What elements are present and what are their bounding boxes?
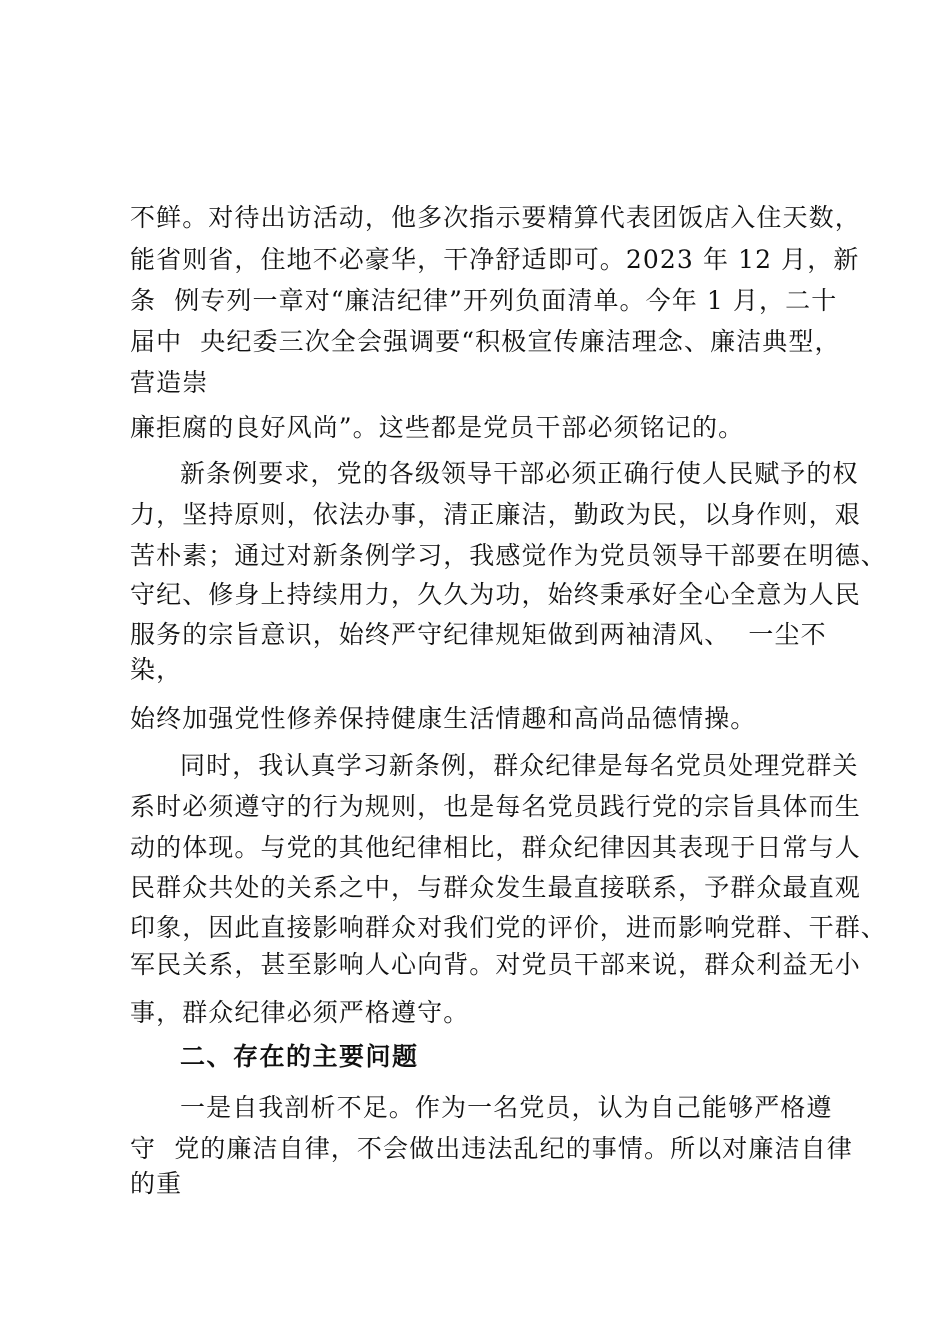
paragraph-first-line: 新条例要求，党的各级领导干部必须正确行使人民赋予的权 — [180, 459, 859, 488]
text-line: 始终加强党性修养保持健康生活情趣和高尚品德情操。 — [130, 704, 757, 733]
text-line: 守纪、修身上持续用力，久久为功，始终秉承好全心全意为人民 — [130, 580, 861, 609]
text-line: 条 例专列一章对“廉洁纪律”开列负面清单。今年 1 月，二十 — [130, 286, 838, 315]
text-line: 民群众共处的关系之中，与群众发生最直接联系，予群众最直观 — [130, 873, 861, 902]
section-heading: 二、存在的主要问题 — [180, 1042, 419, 1071]
text-line: 动的体现。与党的其他纪律相比，群众纪律因其表现于日常与人 — [130, 833, 861, 862]
text-line: 守 党的廉洁自律，不会做出违法乱纪的事情。所以对廉洁自律 — [130, 1134, 853, 1163]
text-line: 染， — [130, 655, 183, 684]
text-line: 军民关系，甚至影响人心向背。对党员干部来说，群众利益无小 — [130, 950, 861, 979]
text-line: 印象，因此直接影响群众对我们党的评价，进而影响党群、干群、 — [130, 913, 887, 942]
text-line: 能省则省，住地不必豪华，干净舒适即可。2023 年 12 月，新 — [130, 245, 860, 274]
paragraph-first-line: 一是自我剖析不足。作为一名党员，认为自己能够严格遵 — [180, 1093, 833, 1122]
text-line: 苦朴素；通过对新条例学习，我感觉作为党员领导干部要在明德、 — [130, 541, 887, 570]
text-line: 力，坚持原则，依法办事，清正廉洁，勤政为民，以身作则，艰 — [130, 500, 861, 529]
text-line: 事，群众纪律必须严格遵守。 — [130, 998, 470, 1027]
text-line: 的重 — [130, 1169, 183, 1198]
text-line: 届中 央纪委三次全会强调要“积极宣传廉洁理念、廉洁典型， — [130, 327, 841, 356]
text-line: 系时必须遵守的行为规则，也是每名党员践行党的宗旨具体而生 — [130, 792, 861, 821]
text-line: 廉拒腐的良好风尚”。这些都是党员干部必须铭记的。 — [130, 413, 745, 442]
text-line: 不鲜。对待出访活动，他多次指示要精算代表团饭店入住天数， — [130, 203, 861, 232]
text-line: 服务的宗旨意识，始终严守纪律规矩做到两袖清风、 一尘不 — [130, 620, 827, 649]
paragraph-first-line: 同时，我认真学习新条例，群众纪律是每名党员处理党群关 — [180, 751, 859, 780]
text-line: 营造崇 — [130, 368, 209, 397]
